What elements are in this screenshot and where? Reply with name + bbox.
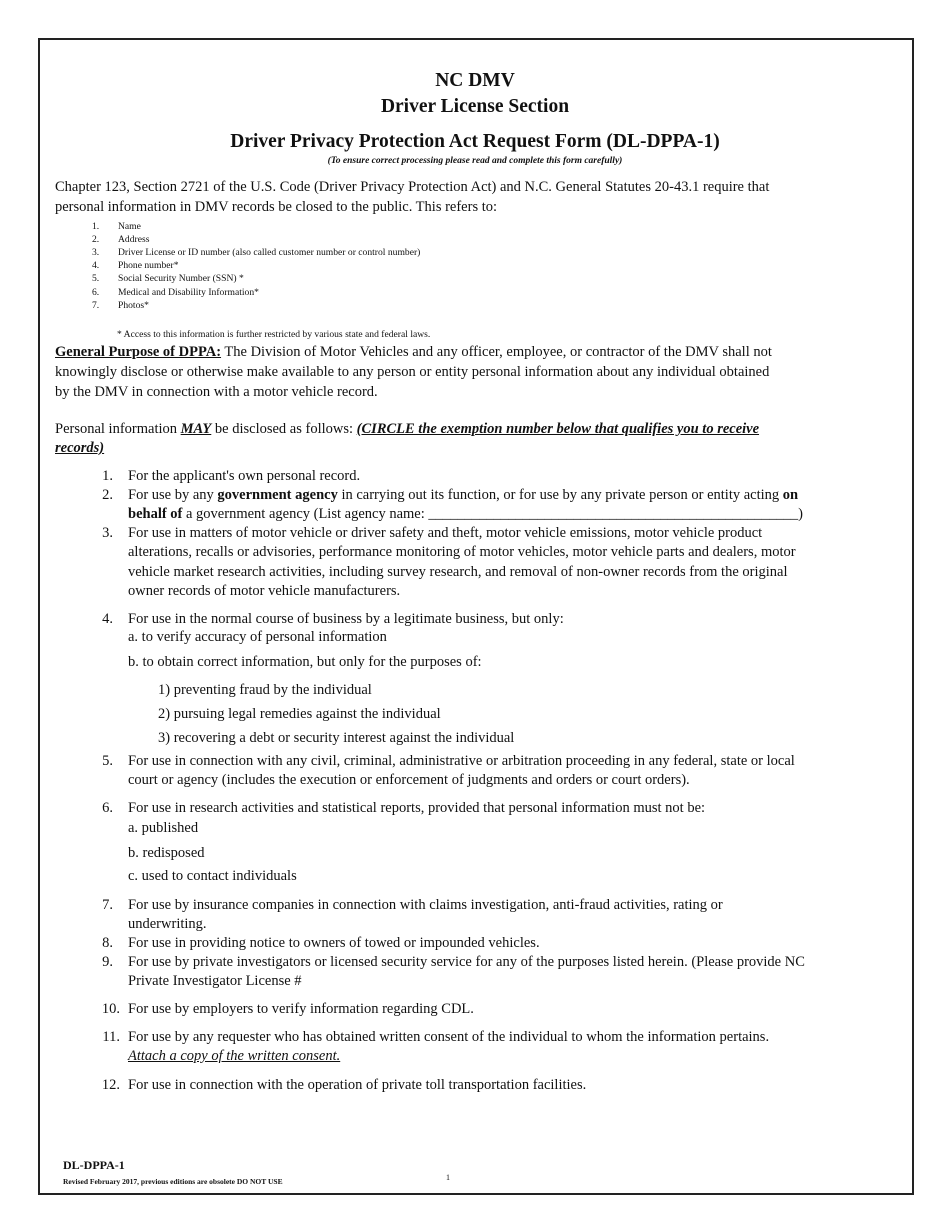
exemption-1: For the applicant's own personal record. [128,468,361,484]
footer-form-id: DL-DPPA-1 [63,1158,125,1172]
footnote: * Access to this information is further restricted by various state and federal laws. [117,329,431,340]
exemption-4: For use in the normal course of business by a legitimate business, but only: [128,611,564,627]
intro-line: personal information in DMV records be closed to the public. This refers to: [55,199,498,215]
record-item-number: 5. [92,273,100,285]
text: For use by any [128,487,218,503]
disclosure-text: be disclosed as follows: [211,421,357,437]
attach-consent-note: Attach a copy of the written consent. [128,1048,341,1064]
circle-instruction: (CIRCLE the exemption number below that qualifies you to receive [356,421,760,437]
record-item: Phone number* [118,260,179,272]
record-item-number: 2. [92,234,100,246]
exemption-3: For use in matters of motor vehicle or driver safety and theft, motor vehicle emissions, motor vehicle product [128,525,763,541]
exemption-6a: a. published [128,820,199,836]
exemption-6c: c. used to contact individuals [128,868,297,884]
exemption-number: 10. [101,1001,120,1017]
exemption-number: 1. [102,468,113,484]
purpose-heading: General Purpose of DPPA: [55,344,222,360]
exemption-number: 9. [102,954,113,970]
record-item-number: 3. [92,247,100,259]
exemption-number: 7. [102,897,113,913]
exemption-6b: b. redisposed [128,845,205,861]
exemption-number: 4. [102,611,113,627]
exemption-4a: a. to verify accuracy of personal information [128,629,387,645]
circle-instruction: records) [55,440,105,456]
exemption-number: 6. [102,800,113,816]
exemption-2 [128,487,798,504]
exemption-7: For use by insurance companies in connection with claims investigation, anti-fraud activities, rating or [128,897,723,913]
exemption-2-cont [128,506,803,523]
record-item: Driver License or ID number (also called customer number or control number) [118,247,421,259]
exemption-3: alterations, recalls or advisories, performance monitoring of motor vehicles, motor vehicle parts and dealers, motor [128,544,796,560]
page-number: 1 [446,1173,450,1182]
purpose-line: knowingly disclose or otherwise make available to any person or entity personal information about any individual obtained [55,364,770,380]
exemption-number: 8. [102,935,113,951]
disclosure-line [55,421,759,438]
exemption-10: For use by employers to verify information regarding CDL. [128,1001,474,1017]
exemption-6: For use in research activities and statistical reports, provided that personal information must not be: [128,800,706,816]
exemption-4b-3: 3) recovering a debt or security interest against the individual [158,730,515,746]
exemption-3: vehicle market research activities, including survey research, and removal of non-owner records from the original [128,564,788,580]
form-title: Driver Privacy Protection Act Request Form (DL-DPPA-1) [230,131,720,152]
bold-text: behalf of [128,506,183,522]
record-item: Medical and Disability Information* [118,286,259,298]
record-item: Social Security Number (SSN) * [118,273,244,285]
exemption-11: For use by any requester who has obtained written consent of the individual to whom the information pertains. [128,1029,770,1045]
intro-line: Chapter 123, Section 2721 of the U.S. Code (Driver Privacy Protection Act) and N.C. General Statutes 20-43.1 require that [55,179,770,195]
exemption-number: 5. [102,753,113,769]
may-emphasis: MAY [180,421,212,437]
exemption-4b-2: 2) pursuing legal remedies against the individual [158,706,441,722]
record-item: Name [118,221,141,232]
exemption-9: Private Investigator License # [128,973,302,989]
exemption-number: 2. [102,487,113,503]
purpose-line [55,344,772,361]
agency-heading: NC DMV [435,70,515,91]
record-item-number: 6. [92,286,100,298]
exemption-4b-1: 1) preventing fraud by the individual [158,682,372,698]
exemption-12: For use in connection with the operation of private toll transportation facilities. [128,1077,587,1093]
exemption-3: owner records of motor vehicle manufacturers. [128,583,401,599]
text: in carrying out its function, or for use by any private person or entity acting [337,487,783,503]
disclosure-text: Personal information [55,421,181,437]
exemption-5: court or agency (includes the execution or enforcement of judgments and orders or court orders). [128,772,690,788]
exemption-5: For use in connection with any civil, criminal, administrative or arbitration proceeding in any federal, state or local [128,753,795,769]
record-item: Photos* [118,299,149,311]
record-item-number: 4. [92,260,100,272]
exemption-number: 12. [101,1077,120,1093]
exemption-8: For use in providing notice to owners of towed or impounded vehicles. [128,935,540,951]
record-item-number: 7. [92,299,100,311]
exemption-7: underwriting. [128,916,207,932]
agency-name-blank: a government agency (List agency name: ___________________________________________________) [182,506,803,522]
footer-revised: Revised February 2017, previous editions are obsolete DO NOT USE [63,1177,283,1186]
exemption-number: 3. [102,525,113,541]
section-heading: Driver License Section [380,96,570,117]
exemption-9: For use by private investigators or licensed security service for any of the purposes listed herein. (Please provide NC [128,954,805,970]
exemption-4b: b. to obtain correct information, but only for the purposes of: [128,654,482,670]
bold-text: on [782,487,799,503]
record-item-number: 1. [92,221,100,232]
purpose-line: by the DMV in connection with a motor vehicle record. [55,384,378,400]
record-item: Address [118,234,150,246]
exemption-number: 11. [102,1029,120,1045]
bold-text: government agency [217,487,338,503]
form-subtitle: (To ensure correct processing please read and complete this form carefully) [327,156,623,166]
purpose-text: The Division of Motor Vehicles and any officer, employee, or contractor of the DMV shall not [221,344,772,360]
